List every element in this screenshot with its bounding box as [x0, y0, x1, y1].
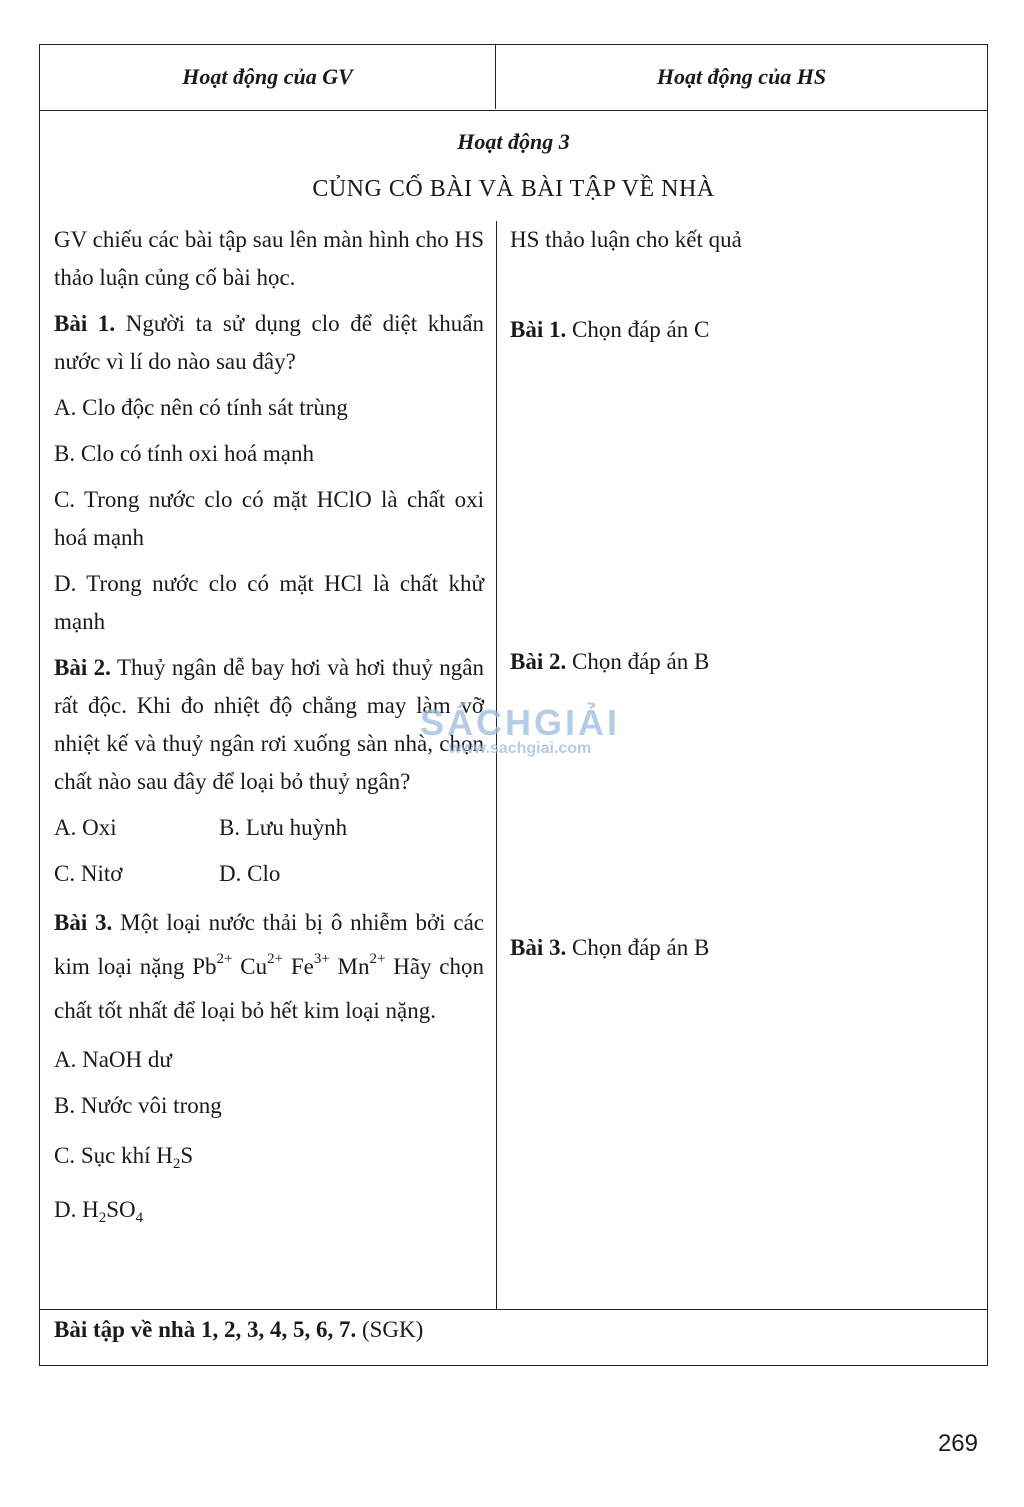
option-d-mid: SO: [106, 1197, 136, 1222]
answer-2: [510, 643, 709, 681]
mn-charge: 2+: [369, 951, 386, 967]
option-c-suffix: S: [180, 1143, 194, 1168]
answer-1-text: Chọn đáp án C: [566, 317, 710, 342]
section-subtitle: CỦNG CỐ BÀI VÀ BÀI TẬP VỀ NHÀ: [312, 176, 715, 202]
answer-2-text: Chọn đáp án B: [566, 649, 710, 674]
cu-charge: 2+: [267, 951, 284, 967]
exercise-2-option-d: D. Clo: [219, 861, 281, 886]
column-divider: [496, 221, 497, 1309]
homework-suffix: (SGK): [356, 1317, 424, 1342]
answer-2-label: Bài 2.: [510, 649, 567, 674]
answer-3-text: Chọn đáp án B: [566, 935, 710, 960]
option-d-sub1: 2: [98, 1210, 107, 1226]
watermark-logo-text: SÁCHGIẢI: [419, 702, 620, 743]
exercise-2-options-row-1: [54, 809, 484, 847]
exercise-3-option-c: [54, 1137, 484, 1175]
exercise-2-text: Thuỷ ngân dễ bay hơi và hơi thuỷ ngân rất độc. Khi đo nhiệt độ chẳng may làm vỡ nhiệt kế và thuỷ ngân rơi xuống sàn nhà, chọn chất nào sau đây để loại bỏ thuỷ ngân?: [54, 655, 485, 794]
option-c-prefix: C. Sục khí H: [54, 1143, 173, 1168]
teacher-column: [54, 221, 484, 1229]
exercise-2-option-b: B. Lưu huỳnh: [219, 815, 348, 840]
answer-3-label: Bài 3.: [510, 935, 567, 960]
footer-divider: [40, 1309, 987, 1310]
exercise-1-text: Người ta sử dụng clo để diệt khuẩn nước vì lí do nào sau đây?: [54, 311, 484, 374]
answer-3: [510, 929, 709, 967]
header-student-activity: Hoạt động của HS: [656, 64, 827, 89]
exercise-3-cu: Cu: [232, 954, 268, 979]
exercise-3-mn: Mn: [329, 954, 370, 979]
pb-charge: 2+: [216, 951, 233, 967]
option-d-prefix: D. H: [54, 1197, 99, 1222]
homework-row: [54, 1311, 423, 1349]
exercise-1-question: [54, 305, 484, 381]
answer-1: [510, 311, 709, 349]
answer-1-label: Bài 1.: [510, 317, 567, 342]
exercise-3-option-a: A. NaOH dư: [54, 1047, 172, 1072]
exercise-3-fe: Fe: [290, 954, 314, 979]
section-title: Hoạt động 3: [457, 129, 570, 154]
exercise-2-label: Bài 2.: [54, 655, 111, 680]
exercise-3-text-2: Hãy chọn chất tốt nhất để loại bỏ hết kim loại nặng.: [54, 954, 484, 1023]
header-teacher-activity: Hoạt động của GV: [40, 45, 496, 109]
watermark-url: www.sachgiai.com: [448, 740, 592, 757]
homework-label: Bài tập về nhà 1, 2, 3, 4, 5, 6, 7.: [54, 1317, 357, 1342]
fe-charge: 3+: [313, 951, 330, 967]
exercise-1-label: Bài 1.: [54, 311, 116, 336]
exercise-3-label: Bài 3.: [54, 910, 113, 935]
exercise-2-option-c: C. Nitơ: [54, 861, 123, 886]
option-c-sub: 2: [172, 1156, 181, 1172]
exercise-2-option-a: A. Oxi: [54, 815, 117, 840]
teacher-intro: GV chiếu các bài tập sau lên màn hình cho HS thảo luận củng cố bài học.: [54, 227, 484, 290]
student-intro: HS thảo luận cho kết quả: [510, 227, 742, 252]
exercise-1-option-c: C. Trong nước clo có mặt HClO là chất oxi hoá mạnh: [54, 487, 484, 550]
table-header-row: [40, 45, 987, 111]
page-number: 269: [937, 1430, 978, 1457]
option-d-sub2: 4: [135, 1210, 144, 1226]
exercise-3-text-1: Một loại nước thải bị ô nhiễm bởi các kim loại nặng Pb: [54, 910, 484, 979]
exercise-3-option-b: B. Nước vôi trong: [54, 1093, 222, 1118]
exercise-3-option-d: [54, 1191, 484, 1229]
exercise-2-question: [54, 649, 484, 801]
exercise-3-question: [54, 901, 484, 1033]
exercise-1-option-a: A. Clo độc nên có tính sát trùng: [54, 395, 348, 420]
exercise-1-option-d: D. Trong nước clo có mặt HCl là chất khử mạnh: [54, 571, 484, 634]
lesson-table: [39, 44, 988, 1366]
exercise-2-options-row-2: [54, 855, 484, 893]
exercise-1-option-b: B. Clo có tính oxi hoá mạnh: [54, 441, 315, 466]
